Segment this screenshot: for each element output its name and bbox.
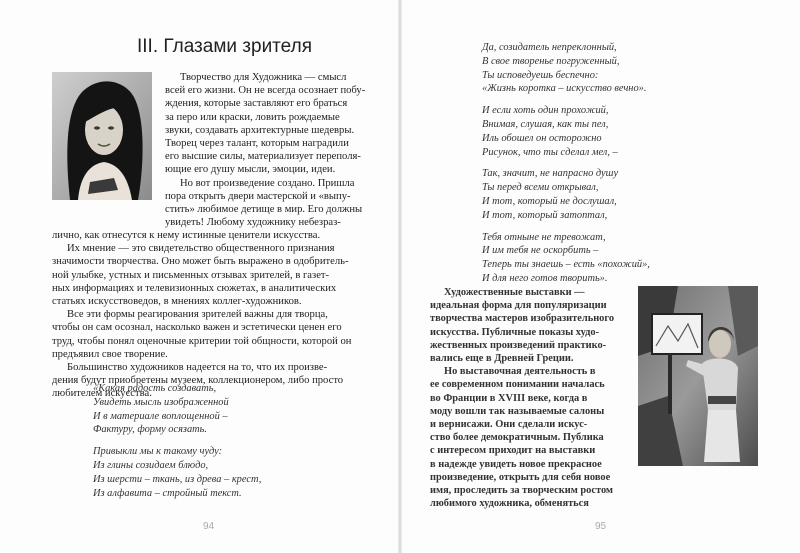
right-page — [402, 0, 800, 553]
page-number-left: 94 — [203, 521, 215, 532]
artist-with-painting-photo — [638, 286, 758, 466]
body-text: лично, как отнесутся к нему истинные ценители искусства. Их мнение — это свидетельство общественного признания значимости творчества. Оно может быть выражено в одобритель- ной улыбке, устных и письменных отзывах зрителей, в газет- ных информациях и телевизионных сюжетах, в аналитических статьях искусствоведов, в мнениях коллег-художников. Все эти формы реагирования зрителей важны для творца, чтобы он сам осознал, насколько важен и эстетически ценен его труд, чтобы понял оценочные критерии той общности, которой он предъявил свое творение. Большинство художников надеется на то, что их произве- дения будут приобретены музеем, коллекционером, либо просто любителем искусства. — [52, 230, 352, 400]
intro-paragraph: Творчество для Художника — смысл всей его жизни. Он не всегда осознает побу- ждения, которые заставляют его браться за перо или краски, ловить рождаемые звуки, создавать архитектурные шедевры. Творец через талант, которым наградили его высшие силы, материализует переполя- ющие его душу мысли, эмоции, идеи. Но вот произведение создано. Пришла пора открыть двери мастерской и «выпу- стить» любимое детище в мир. Его должны увидеть! Любому художнику небезраз- — [165, 72, 366, 229]
page-number-right: 95 — [595, 521, 607, 532]
chapter-heading: III. Глазами зрителя — [137, 36, 312, 57]
portrait-photo — [52, 72, 152, 200]
poem-left: «Какая радость создавать, Увидеть мысль изображенной И в материале воплощенной – Фактуру, форму осязать. Привыкли мы к такому чуду: Из глины созидаем блюдо, Из шерсти – ткань, из древа – крест, Из алфавита – стройный текст. — [93, 383, 262, 499]
poem-right: Да, созидатель непреклонный, В свое творенье погруженный, Ты исповедуешь беспечно: «Жизнь коротка – искусство вечно». И если хоть один прохожий, Внимая, слушая, как ты пел, Иль обошел он осторожно Рисунок, что ты сделал мел, – Так, значит, не напрасно душу Ты перед всеми открывал, И тот, который не дослушал, И тот, который затоптал, Тебя отныне не тревожат, И им тебя не оскорбить – Теперь ты знаешь – есть «похожий», И для него готов творить». — [482, 42, 650, 284]
left-page — [0, 0, 398, 553]
exhibition-paragraph: Художественные выставки — идеальная форма для популяризации творчества мастеров изобразительного искусства. Публичные показы худо- жественных произведений практико- вались еще в Древней Греции. Но выставочная деятельность в ее современном понимании началась во Франции в XVIII веке, когда в моду вошли так называемые салоны и вернисажи. Они сделали искус- ство более демократичным. Публика с интересом приходит на выставки в надежде увидеть новое прекрасное произведение, открыть для себя новое имя, проследить за творческим ростом любимого художника, обменяться — [430, 287, 615, 510]
